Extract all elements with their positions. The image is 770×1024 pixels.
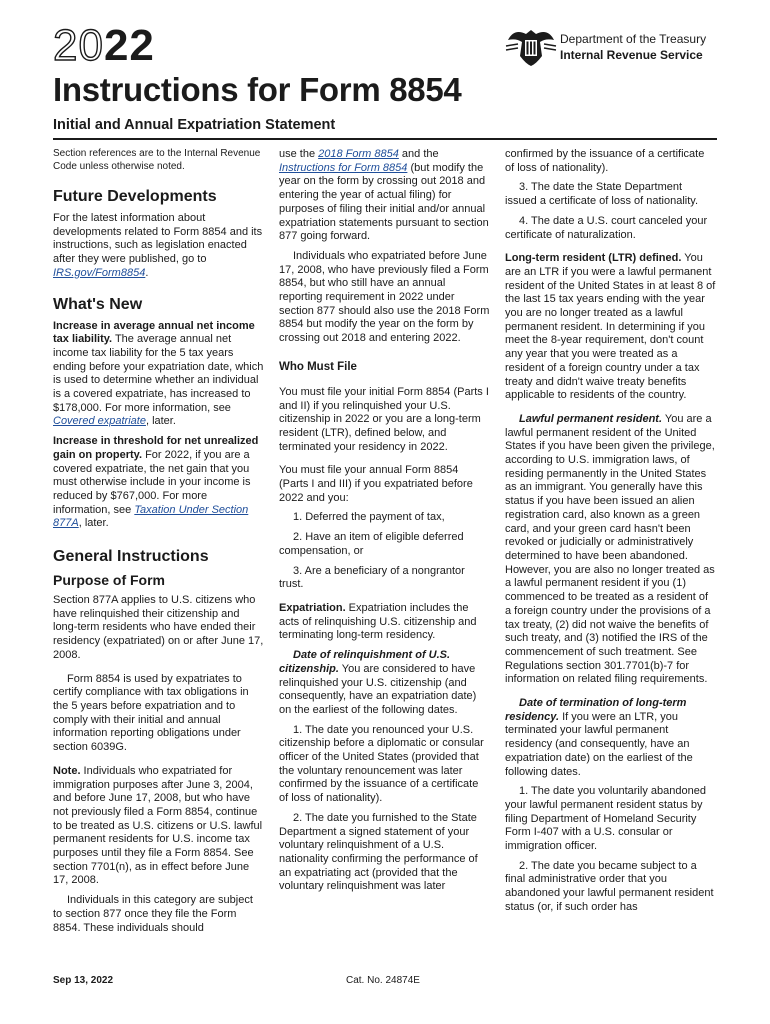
- column-2: [279, 148, 490, 900]
- covered-expatriate-link[interactable]: Covered expatriate: [53, 415, 146, 428]
- wn1-text: The average annual net income tax liability for the 5 tax years ending before your expatriation date, which is used to determine whether an individual is a covered expatriate, has increased to $178,000. For more information, see: [53, 333, 264, 414]
- section-references-note: Section references are to the Internal Revenue Code unless otherwise noted.: [53, 148, 261, 172]
- expatriation-label: Expatriation.: [279, 601, 346, 614]
- taxation-877a-link[interactable]: Taxation Under Section 877A: [53, 503, 249, 530]
- list-item: 4. The date a U.S. court canceled your certificate of naturalization.: [505, 214, 708, 241]
- expatriation-text: Expatriation includes the acts of relinquishing U.S. citizenship and terminating long-term residency.: [279, 601, 477, 642]
- page-title: Instructions for Form 8854: [53, 71, 462, 108]
- page-subtitle: Initial and Annual Expatriation Statement: [53, 117, 336, 133]
- list-item: 3. Are a beneficiary of a nongrantor trust.: [279, 564, 465, 591]
- list-item: 1. The date you renounced your U.S. citizenship before a diplomatic or consular officer of the United States (provided that the voluntary renouncement was later confirmed by the issuance of a certificate of loss of nationality).: [279, 723, 484, 805]
- purpose-paragraph-2: Form 8854 is used by expatriates to certify compliance with tax obligations in the 5 years before expatriation and to comply with their initial and annual information reporting obligations under section 6039G.: [53, 672, 249, 754]
- form-year: [53, 22, 155, 70]
- agency-block: [560, 31, 706, 63]
- p1-b: and the: [398, 148, 439, 160]
- ltr-defined-paragraph: [505, 252, 716, 403]
- lpr-label: Lawful permanent resident.: [519, 412, 663, 425]
- list-item: 2. The date you furnished to the State Department a signed statement of your voluntary relinquishment of a U.S. nationality confirming the performance of an expatriating act (provided that the voluntary relinquishment was later: [279, 811, 478, 893]
- fd-end: .: [145, 266, 149, 279]
- wn2-end: , later.: [78, 517, 109, 530]
- lpr-text: You are a lawful permanent resident of the United States if you have been given the privilege, according to U.S. immigration laws, of residing permanently in the United States as an immigrant. You generally have this status if you have been issued an alien registration card, also known as a green card, and your green card hasn't been revoked or judicially or administratively determined to have been abandoned. However, you are also no longer treated as a lawful permanent resident if you (1) commenced to be treated as a resident of a foreign country under the provisions of a tax treaty, (2) did not waive the benefits of such treaty, and (3) notified the IRS of the commencement of such treatment. See Regulations section 301.7701(b)-7 for information on related filing requirements.: [505, 412, 715, 686]
- whats-new-item-1: [53, 320, 264, 430]
- form-8854-2018-link[interactable]: 2018 Form 8854: [318, 148, 399, 160]
- date-relinquishment-text: You are considered to have relinquished your U.S. citizenship (and consequently, have an expatriation date) on the earliest of the following dates.: [279, 662, 477, 716]
- purpose-paragraph-1: Section 877A applies to U.S. citizens who have relinquished their citizenship and long-term residents who have ended their residency (expatriated) on or after June 17, 2008.: [53, 594, 264, 661]
- irs-eagle-logo-icon: [504, 26, 558, 68]
- date-relinquishment-label: Date of relinquishment of U.S. citizenship.: [279, 649, 451, 675]
- wn1-end: , later.: [145, 415, 176, 428]
- future-developments-text: [53, 212, 264, 281]
- note-text: Individuals who expatriated for immigration purposes after June 3, 2004, and before June 17, 2008, but who have not previously filed a Form 8854, continue to be treated as U.S. citizens or U.S. lawful permanent residents for U.S. income tax purposes until they file a Form 8854. See section 7701(n), as in effect before June 17, 2008.: [53, 764, 263, 887]
- list-item: 1. Deferred the payment of tax,: [293, 511, 445, 524]
- expatriation-paragraph: [279, 602, 490, 643]
- category-paragraph: Individuals in this category are subject to section 877 once they file the Form 8854. These individuals should: [53, 894, 253, 934]
- catalog-number: Cat. No. 24874E: [346, 975, 420, 986]
- footer-date: Sep 13, 2022: [53, 975, 114, 986]
- date-termination-text: If you were an LTR, you terminated your lawful permanent residency (and consequently, have an expatriation date) on the earliest of the following dates.: [505, 710, 693, 778]
- who-must-file-annual: You must file your annual Form 8854 (Parts I and III) if you expatriated before 2022 and you:: [279, 464, 473, 504]
- who-must-file-heading: Who Must File: [279, 360, 357, 373]
- wn1-heading: Increase in average annual net income tax liability.: [53, 319, 255, 346]
- year-solid-digits: 22: [103, 21, 155, 70]
- col2-paragraph-1: [279, 148, 490, 244]
- ltr-defined-text: You are an LTR if you were a lawful permanent resident of the United States in at least 8 of the last 15 tax years ending with the year you are no longer treated as a lawful permanent resident. In determining if you meet the 8-year requirement, don't count any year that you were treated as a resident of a foreign country under a tax treaty and didn't waive treaty benefits applicable to residents of the country.: [505, 252, 716, 402]
- agency-name: Internal Revenue Service: [560, 48, 703, 62]
- date-termination-label: Date of termination of long-term residency.: [505, 697, 687, 723]
- department-name: Department of the Treasury: [560, 32, 707, 46]
- future-developments-heading: Future Developments: [53, 188, 217, 205]
- year-outline-digits: 20: [53, 21, 104, 70]
- wn2-heading: Increase in threshold for net unrealized gain on property.: [53, 435, 259, 461]
- col3-paragraph-1: confirmed by the issuance of a certificate of loss of nationality).: [505, 148, 705, 174]
- fd-text: For the latest information about developments related to Form 8854 and its instructions, such as legislation enacted after they were published, go to: [53, 212, 263, 266]
- header-divider: [53, 138, 717, 140]
- p1-c: (but modify the year on the form by crossing out 2018 and entering the year of actual filing) for purposes of filing their initial and/or annual expatriation statements pursuant to section 877 going forward.: [279, 161, 489, 243]
- general-instructions-heading: General Instructions: [53, 548, 209, 566]
- who-must-file-initial: You must file your initial Form 8854 (Parts I and II) if you relinquished your U.S. citizenship in 2022 or you are a long-term resident (LTR), defined below, and terminated your residency in 2022.: [279, 385, 489, 453]
- instructions-8854-link[interactable]: Instructions for Form 8854: [279, 161, 408, 174]
- wn2-text: For 2022, if you are a covered expatriate, the net gain that you must otherwise include in your income is reduced by $767,000. For more information, see: [53, 448, 251, 516]
- note-paragraph: [53, 765, 264, 888]
- column-1: [53, 148, 264, 941]
- p1-a: use the: [279, 148, 319, 160]
- list-item: 1. The date you voluntarily abandoned your lawful permanent resident status by filing Department of Homeland Security Form I-407 with a U.S. consular or immigration officer.: [505, 785, 706, 853]
- column-3: [505, 148, 716, 921]
- irs-form8854-link[interactable]: IRS.gov/Form8854: [53, 266, 146, 279]
- list-item: 3. The date the State Department issued a certificate of loss of nationality.: [505, 181, 699, 208]
- col2-paragraph-2: Individuals who expatriated before June 17, 2008, who have previously filed a Form 8854, but who still have an annual reporting requirement in 2022 under section 877 should also use the 2018 Form 8854 but modify the year on the form by crossing out 2018 and entering 2022.: [279, 249, 490, 345]
- ltr-defined-label: Long-term resident (LTR) defined.: [505, 252, 682, 265]
- purpose-of-form-heading: Purpose of Form: [53, 572, 166, 589]
- list-item: 2. The date you became subject to a final administrative order that you abandoned your lawful permanent resident status (or, if such order has: [505, 859, 714, 913]
- lawful-permanent-resident-paragraph: [505, 413, 716, 687]
- note-label: Note.: [53, 764, 81, 777]
- date-relinquishment-paragraph: [279, 649, 490, 718]
- whats-new-heading: What's New: [53, 295, 143, 313]
- whats-new-item-2: [53, 435, 264, 531]
- date-termination-paragraph: [505, 697, 716, 779]
- list-item: 2. Have an item of eligible deferred compensation, or: [279, 531, 464, 557]
